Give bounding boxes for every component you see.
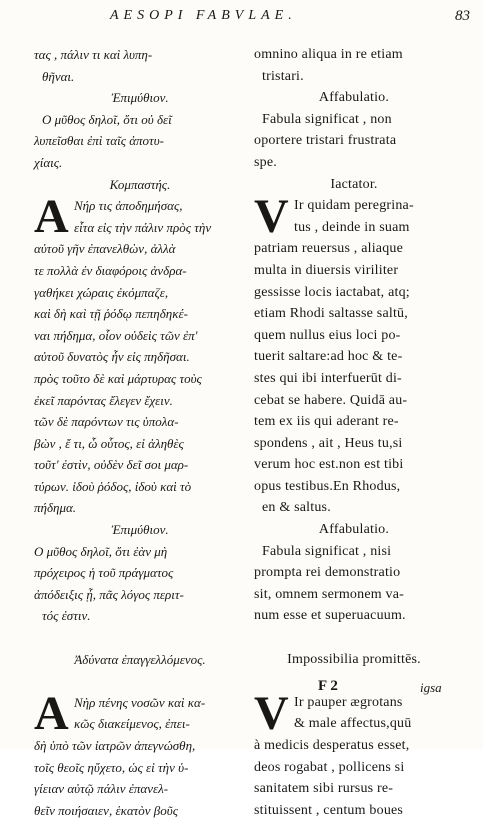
text-line: δὴ ὑπὸ τῶν ἰατρῶν ἀπεγνώσθη, <box>34 738 196 753</box>
text-line: τοῦτ' ἐστὶν, οὐδὲν δεῖ σοι μαρ- <box>34 457 189 473</box>
text-line: τε πολλὰ ἐν διαφόροις ἀνδρα- <box>34 262 187 278</box>
text-line: τοῖς θεοῖς ηὔχετο, ὡς εἰ τὴν ὑ- <box>34 759 189 775</box>
text-line: γαθήκει χώραις ἐκόμπαζε, <box>34 284 169 300</box>
epimythion-heading: Ἐπιμύθιον. <box>111 522 169 538</box>
fable-title: Impossibilia promittēs. <box>287 651 421 667</box>
text-line: τύρων. ἰδοὺ ῥόδος, ἰδοὺ καὶ τὸ <box>34 478 192 494</box>
drop-cap: Α <box>34 686 69 740</box>
affabulatio-heading: Affabulatio. <box>318 90 390 106</box>
text-line: multa in diuersis viriliter <box>254 262 399 278</box>
text-line: λυπεῖσθαι ἐπὶ ταῖς ἀποτυ- <box>34 133 164 149</box>
spacer <box>254 627 454 649</box>
page-header <box>110 8 470 30</box>
text-line: tus , deinde in suam <box>294 219 410 235</box>
text-line: Νήρ τις ἀποδημήσας, <box>74 198 183 214</box>
text-line: etiam Rhodi saltasse saltū, <box>254 306 408 322</box>
page-number: 83 <box>455 8 470 24</box>
text-line: patriam reuersus , aliaque <box>254 241 404 257</box>
text-line: stes qui ibi interfuerūt di- <box>254 370 402 386</box>
text-line: & male affectus,quū <box>294 716 412 732</box>
text-line: Νὴρ πένης νοσῶν καὶ κα- <box>74 694 206 710</box>
text-line: opus testibus.En Rhodus, <box>254 478 401 494</box>
text-line: Ir pauper ægrotans <box>294 694 403 710</box>
text-line: prompta rei demonstratio <box>254 565 401 581</box>
text-line: θῆναι. <box>42 68 75 84</box>
running-head: AESOPI FABVLAE. <box>110 8 297 23</box>
catchword: igsa <box>420 680 442 695</box>
text-line: tem ex iis qui aderant re- <box>254 414 399 430</box>
text-line: gessisse locis iactabat, atq; <box>254 284 410 300</box>
affabulatio-heading: Affabulatio. <box>318 522 390 538</box>
text-line: tristari. <box>262 68 304 84</box>
text-line: à medicis desperatus esset, <box>254 738 410 753</box>
text-line: αὐτοῦ δυνατὸς ἦν εἰς πηδῆσαι. <box>34 349 190 365</box>
text-line: num esse et superuacuum. <box>254 608 406 624</box>
text-line: πρὸς τοῦτο δὲ καὶ μάρτυρας τοὺς <box>34 370 202 386</box>
text-line: βὼν , ἔ τι, ὦ οὗτος, εἰ ἀληθὲς <box>34 435 184 451</box>
text-line: spondens , ait , Heus tu,si <box>254 435 403 451</box>
text-line: stituissent , centum boues <box>254 802 404 818</box>
text-line: χίαις. <box>34 154 63 170</box>
text-line: κῶς διακείμενος, ἐπει- <box>74 716 190 732</box>
text-line: θεῖν ποιήσαιεν, ἑκατὸν βοῦς <box>34 802 179 818</box>
text-line: Fabula significat , nisi <box>262 543 392 559</box>
drop-cap: Α <box>34 190 69 244</box>
text-line: en & saltus. <box>262 500 331 516</box>
text-line: ναι πήδημα, οἷον οὐδεὶς τῶν ἐπ' <box>34 327 198 343</box>
drop-cap: V <box>254 190 289 244</box>
greek-column <box>34 44 246 821</box>
text-line: Ο μῦθος δηλοῖ, ὅτι ἐὰν μὴ <box>34 543 168 559</box>
fable-body <box>34 686 246 821</box>
text-line: γίειαν αὐτῷ πάλιν ἐπανελ- <box>34 781 169 797</box>
fable-body <box>34 190 246 519</box>
text-line: καὶ δὴ καὶ τῇ ῥόδῳ πεπηδηκέ- <box>34 306 188 322</box>
spacer <box>34 627 246 649</box>
signature-mark: F 2 <box>318 678 338 694</box>
text-line: αὐτοῦ γῆν ἐπανελθὼν, ἀλλὰ <box>34 241 176 257</box>
text-line: sanitatem sibi rursus re- <box>254 781 394 797</box>
epimythion-heading: Ἐπιμύθιον. <box>111 90 169 106</box>
text-line: quem nullus eius loci po- <box>254 327 401 343</box>
text-line: ἀπόδειξις ᾖ, πᾶς λόγος περιτ- <box>34 586 184 602</box>
text-line: ἐκεῖ παρόντας ἔλεγεν ἔχειν. <box>34 392 173 408</box>
text-line: tuerit saltare:ad hoc & te- <box>254 349 403 365</box>
text-line: deos rogabat , pollicens si <box>254 759 405 775</box>
text-line: εἶτα εἰς τὴν πάλιν πρὸς τὴν <box>74 219 212 235</box>
text-line: Ir quidam peregrina- <box>294 198 414 214</box>
text-line: πήδημα. <box>34 500 77 516</box>
text-line: πρόχειρος ἡ τοῦ πράγματος <box>34 565 174 581</box>
fable-title: Iactator. <box>330 176 378 192</box>
text-line: τας , πάλιν τι καὶ λυπη- <box>34 47 153 62</box>
text-line: cebat se habere. Quidā au- <box>254 392 408 408</box>
fable-title: Ἀδύνατα ἐπαγγελλόμενος. <box>74 651 206 667</box>
text-line: oportere tristari frustrata <box>254 133 397 149</box>
text-line: verum hoc est.non est tibi <box>254 457 404 473</box>
text-line: τός ἐστιν. <box>42 608 91 624</box>
text-line: τῶν δὲ παρόντων τις ὑπολα- <box>34 414 179 430</box>
fable-body <box>254 190 454 519</box>
text-line: sit, omnem sermonem va- <box>254 586 405 602</box>
fable-title: Κομπαστής. <box>109 176 171 192</box>
latin-column <box>254 44 454 821</box>
text-line: Fabula significat , non <box>262 111 392 127</box>
text-line: omnino aliqua in re etiam <box>254 47 403 62</box>
text-line: spe. <box>254 154 277 170</box>
drop-cap: V <box>254 686 289 740</box>
text-line: Ο μῦθος δηλοῖ, ὅτι οὐ δεῖ <box>42 111 172 127</box>
